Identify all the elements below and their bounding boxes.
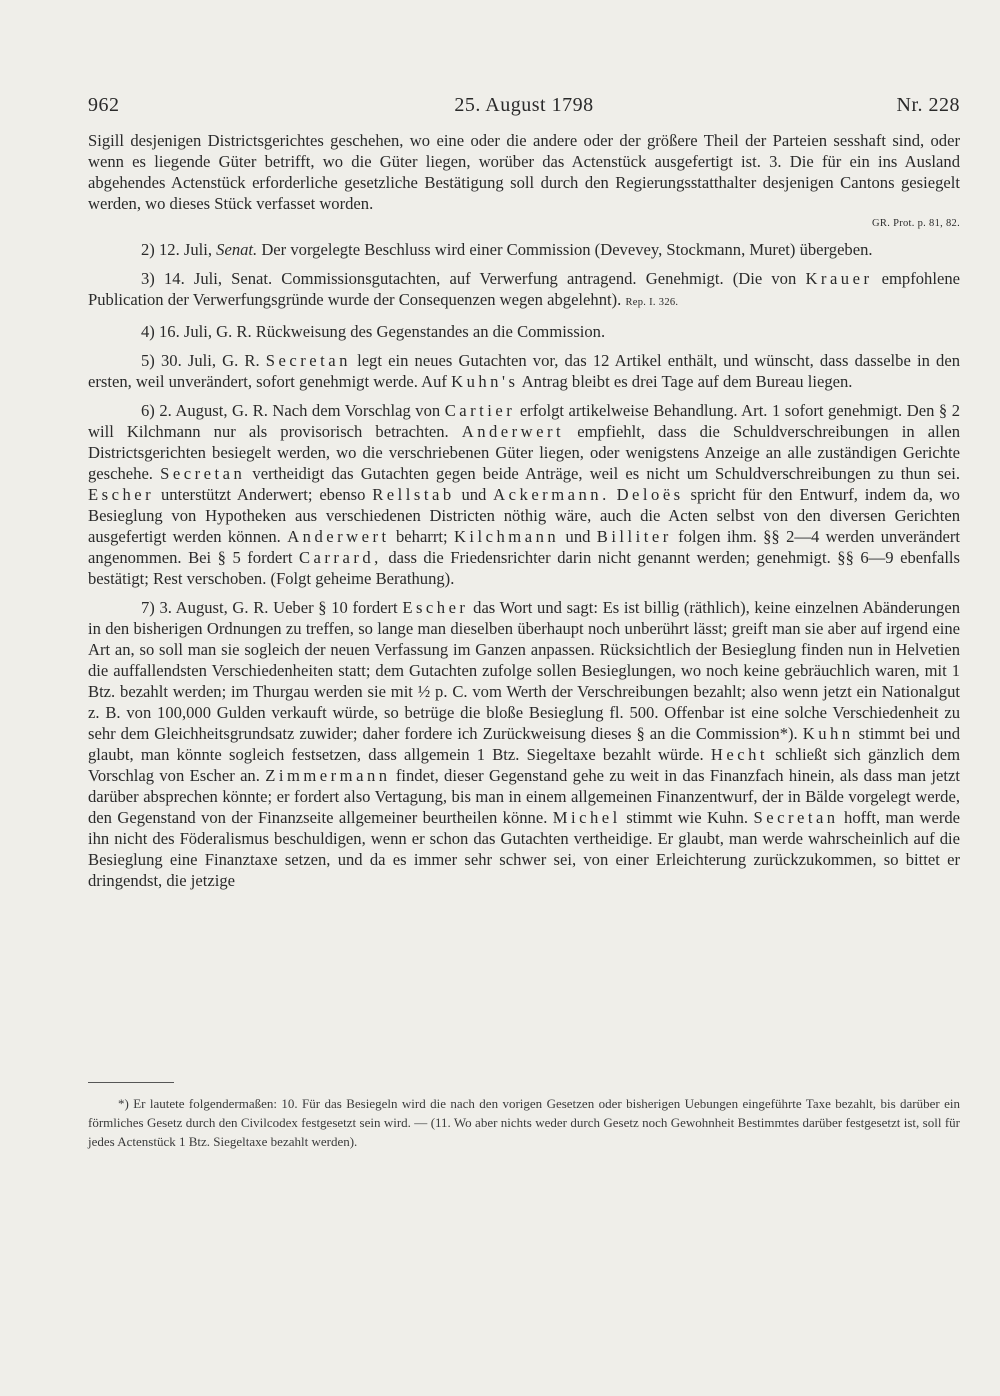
- entry-6-name-cartier: Cartier: [444, 401, 516, 420]
- entry-6-t11: dass die Friedensrichter darin nicht genannt werden; genehmigt. §§ 6—9 ebenfalls bestätigt; Rest verschoben. (Folgt geheime Berathung).: [88, 548, 960, 588]
- footnote: [88, 1094, 960, 1151]
- entry-6-name-rellstab: Rellstab: [372, 485, 455, 504]
- entry-6-t10: folgen ihm. §§ 2—4 werden unverändert angenommen. Bei § 5 fordert: [88, 527, 960, 567]
- entry-5-lead: 5) 30. Juli, G. R.: [141, 351, 260, 370]
- entry-6-name-carrard: Carrard,: [298, 548, 382, 567]
- header-date: 25. August 1798: [454, 94, 594, 116]
- entry-6-name-anderwert-2: Anderwert: [287, 527, 390, 546]
- entry-2: [88, 239, 960, 260]
- page-header: [88, 94, 960, 124]
- entry-7-name-kuhn: Kuhn: [802, 724, 854, 743]
- entry-7-t2: das Wort und sagt: Es ist billig (räthlich), keine einzelnen Abänderungen in den bisherigen Ordnungen zu treffen, so lange man dieselben überhaupt noch unberührt lässt; greift man sie aber auf irgend eine Art an, so soll man sie sogleich der neuen Verfassung im Ganzen anpassen. Rücksichtlich der Besieglung finden nun in Helvetien die auffallendsten Verschiedenheiten statt; dem Gutachten zufolge sollen Besieglungen, wo noch keine gebräuchlich waren, mit 1 Btz. bezahlt werden; im Thurgau werden sie mit ½ p. C. vom Werth der Verschreibungen bezahlt; also wenn jetzt ein Nationalgut z. B. von 100,000 Gulden verkauft würde, so betrüge die bloße Besieglung fl. 500. Offenbar ist eine solche Verschiedenheit zu sehr dem Gleichheitsgrundsatz zuwider; daher fordere ich Zurückweisung dieses § an die Commission*).: [88, 598, 961, 743]
- entry-4: 4) 16. Juli, G. R. Rückweisung des Gegenstandes an die Commission.: [141, 322, 606, 341]
- entry-7-name-escher: Escher: [402, 598, 469, 617]
- entry-6-t1: 6) 2. August, G. R. Nach dem Vorschlag von: [141, 401, 441, 420]
- document-number: Nr. 228: [896, 94, 960, 116]
- entry-2-senat: Senat.: [216, 240, 258, 259]
- entry-6-name-billiter: Billiter: [596, 527, 672, 546]
- entry-7-name-zimmermann: Zimmermann: [265, 766, 391, 785]
- entry-7-t3: stimmt bei und glaubt, man könnte sogleich festsetzen, dass allgemein 1 Btz. Siegeltaxe bezahlt würde.: [88, 724, 961, 764]
- entry-7-t5: findet, dieser Gegenstand gehe zu weit in das Finanzfach hinein, als dass man jetzt darüber absprechen könnte; er fordert also Vertagung, bis man in einem allgemeinen Finanzentwurf, der in Bälde vorgelegt werde, den Gegenstand von der Finanzseite allgemeiner beurtheilen könne.: [88, 766, 960, 827]
- entry-6-t7: spricht für den Entwurf, indem da, wo Besieglung von Hypotheken aus verschiedenen Districten nöthig wäre, auch die Acten selbst von den diversen Gerichten ausgefertigt werden können.: [88, 485, 960, 546]
- entry-6-t9: und: [565, 527, 591, 546]
- entry-7-name-hecht: Hecht: [710, 745, 769, 764]
- entry-6-name-ackermann: Ackermann.: [493, 485, 610, 504]
- entry-6-name-escher: Escher: [88, 485, 155, 504]
- entry-7-t6: stimmt wie Kuhn.: [626, 808, 749, 827]
- entry-5-name-secretan: Secretan: [265, 351, 351, 370]
- entry-7-name-secretan: Secretan: [753, 808, 839, 827]
- entry-2-text: Der vorgelegte Beschluss wird einer Commission (Devevey, Stockmann, Muret) übergeben.: [261, 240, 873, 259]
- entry-6-name-anderwert: Anderwert: [461, 422, 565, 441]
- entry-6-t3: empfiehlt, dass die Schuldverschreibungen in allen Districtsgerichten besiegelt werden, wo die verschriebenen Güter liegen, oder wenigstens Anzeige an alle zuständigen Gerichte geschehe.: [88, 422, 960, 483]
- entry-6-t4: vertheidigt das Gutachten gegen beide Anträge, weil es nicht um Schuldverschreibungen zu thun sei.: [252, 464, 960, 483]
- entry-7-t7: hofft, man werde ihn nicht des Föderalismus beschuldigen, wenn er schon das Gutachten vertheidige. Er glaubt, man werde wahrscheinlich auf die Besieglung eine Finanztaxe setzen, und da es immer sehr schwer sei, von einer Erleichterung zurückzukommen, so bittet er dringendst, die jetzige: [88, 808, 961, 890]
- intro-reference: GR. Prot. p. 81, 82.: [872, 218, 960, 229]
- entry-6-t6: und: [461, 485, 487, 504]
- footnote-text: *) Er lautete folgendermaßen: 10. Für das Besiegeln wird die nach den vorigen Gesetzen oder bisherigen Uebungen eingeführte Taxe bezahlt, bis darüber ein förmliches Gesetz durch den Civilcodex festgesetzt sein wird. — (11. Wo aber nichts weder durch Gesetz noch Gewohnheit Bestimmtes darüber festgesetzt ist, soll für jedes Actenstück 1 Btz. Siegeltaxe bezahlt werden).: [88, 1096, 960, 1149]
- entry-7: [88, 597, 960, 891]
- entry-2-lead: 2) 12. Juli,: [141, 240, 212, 259]
- entry-3-reference: Rep. I. 326.: [625, 297, 679, 308]
- entry-3-text: empfohlene Publication der Verwerfungsgründe wurde der Consequenzen wegen abgelehnt).: [88, 269, 960, 309]
- entry-6-name-kilchmann: Kilchmann: [453, 527, 560, 546]
- entry-7-t1: 7) 3. August, G. R. Ueber § 10 fordert: [141, 598, 398, 617]
- intro-paragraph: Sigill desjenigen Districtsgerichtes geschehen, wo eine oder die andere oder der größere Theil der Parteien sesshaft sind, oder wenn es liegende Güter betrifft, wo die Güter liegen, worüber das Actenstück ausgefertigt ist. 3. Die für ein ins Ausland abgehendes Actenstück erforderliche gesetzliche Bestätigung soll durch den Regierungsstatthalter desjenigen Cantons gesiegelt werden, wo dieses Stück verfasset worden.: [88, 131, 960, 213]
- entry-6-name-deloes: Deloës: [616, 485, 684, 504]
- entry-3: [88, 268, 960, 313]
- main-text: [88, 130, 960, 891]
- entry-5-name-kuhn: Kuhn's: [451, 372, 519, 391]
- entry-5-mid: legt ein neues Gutachten vor, das 12 Artikel enthält, und wünscht, dass dasselbe in den ersten, weil unverändert, sofort genehmigt werde. Auf: [88, 351, 960, 391]
- entry-3-lead: 3) 14. Juli, Senat. Commissionsgutachten, auf Verwerfung antragend. Genehmigt. (Die von: [141, 269, 797, 288]
- entry-6-t2: erfolgt artikelweise Behandlung. Art. 1 sofort genehmigt. Den § 2 will Kilchmann nur als provisorisch betrachten.: [88, 401, 961, 441]
- entry-7-name-michel: Michel: [552, 808, 621, 827]
- entry-6-t5: unterstützt Anderwert; ebenso: [160, 485, 366, 504]
- entry-3-name-krauer: Krauer: [805, 269, 873, 288]
- entry-7-t4: schließt sich gänzlich dem Vorschlag von Escher an.: [88, 745, 960, 785]
- entry-6-t8: beharrt;: [395, 527, 448, 546]
- entry-5: [88, 350, 960, 392]
- entry-6: [88, 400, 960, 589]
- page-number: 962: [88, 94, 120, 116]
- entry-5-rest: Antrag bleibt es drei Tage auf dem Bureau liegen.: [521, 372, 853, 391]
- entry-6-name-secretan: Secretan: [160, 464, 246, 483]
- footnote-divider: [88, 1082, 174, 1083]
